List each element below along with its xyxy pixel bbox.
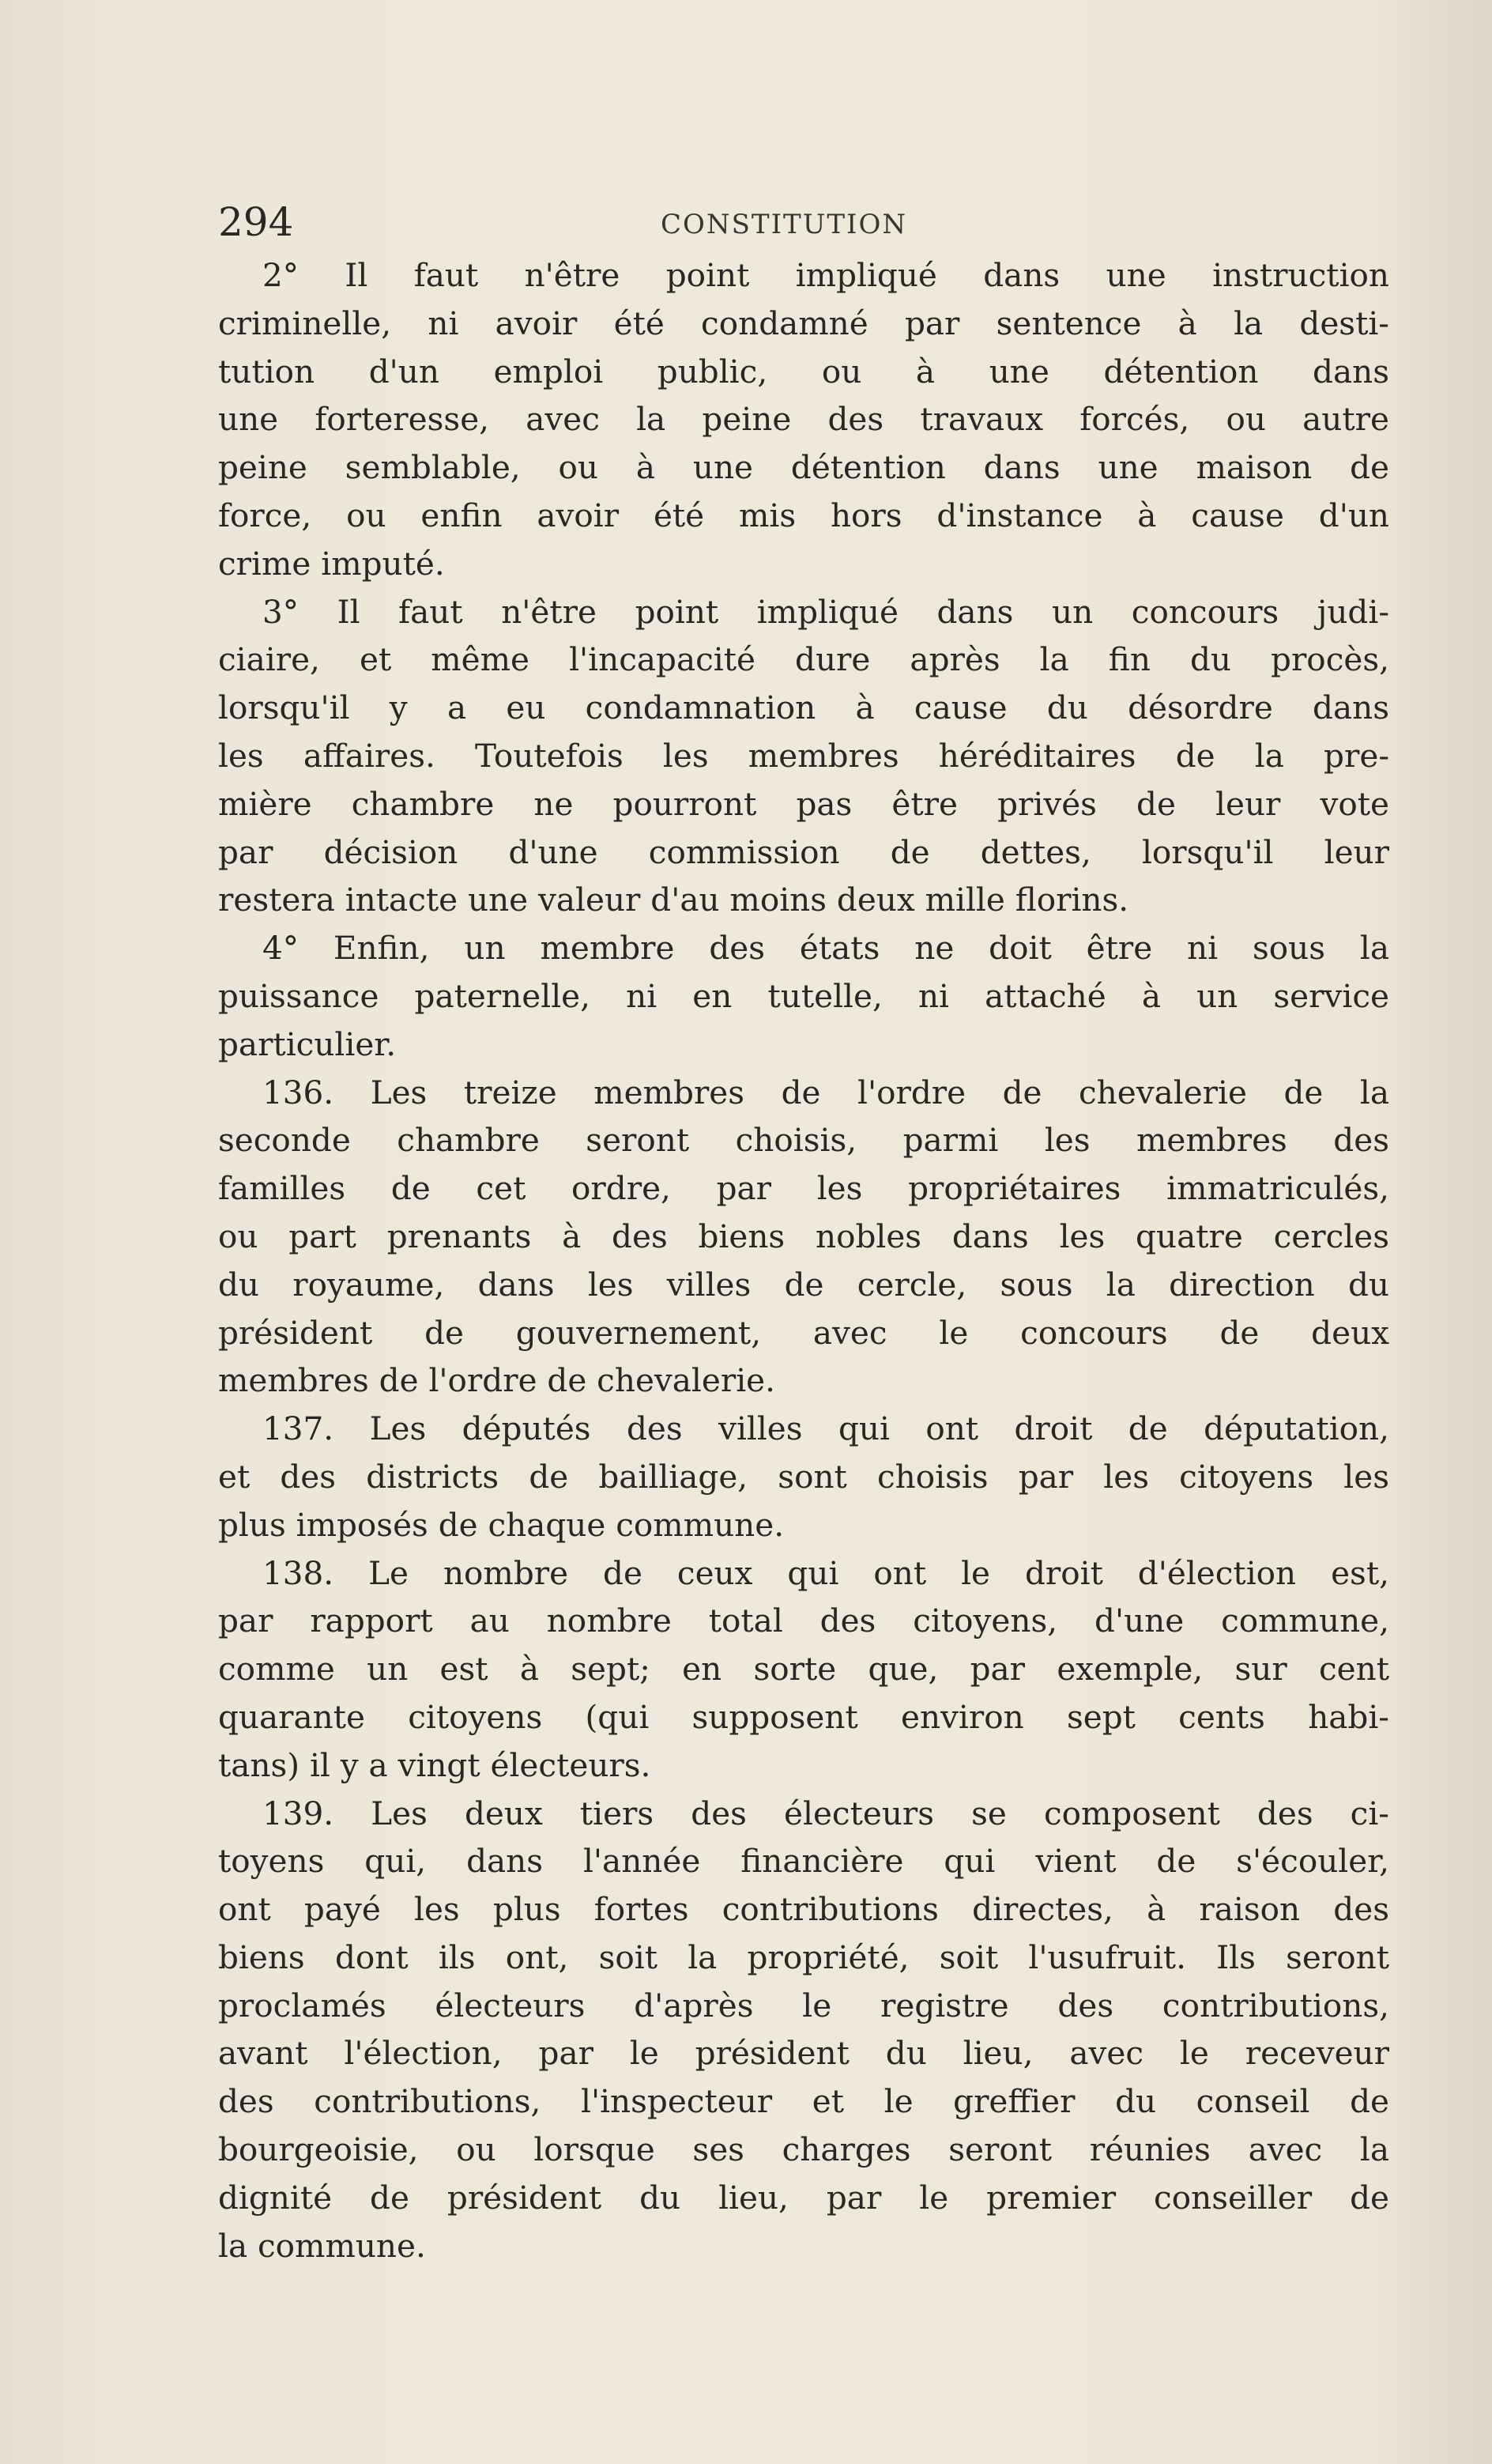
page-header (218, 194, 929, 250)
text-line: et des districts de bailliage, sont choisis par les citoyens les (218, 1457, 1389, 1496)
text-line: du royaume, dans les villes de cercle, sous la direction du (218, 1265, 1389, 1304)
text-line: bourgeoisie, ou lorsque ses charges seront réunies avec la (218, 2130, 1389, 2169)
text-line: 136. Les treize membres de l'ordre de chevalerie de la (262, 1073, 1389, 1111)
text-line: 139. Les deux tiers des électeurs se composent des ci- (262, 1794, 1389, 1832)
text-line: puissance paternelle, ni en tutelle, ni attaché à un service (218, 976, 1389, 1015)
text-line: biens dont ils ont, soit la propriété, soit l'usufruit. Ils seront (218, 1938, 1389, 1976)
text-line: tans) il y a vingt électeurs. (218, 1745, 651, 1784)
text-line: particulier. (218, 1024, 397, 1063)
text-line: 137. Les députés des villes qui ont droit de députation, (262, 1409, 1389, 1448)
text-line: restera intacte une valeur d'au moins deux mille florins. (218, 881, 1129, 919)
text-line: membres de l'ordre de chevalerie. (218, 1361, 776, 1400)
text-line: 2° Il faut n'être point impliqué dans une instruction (262, 256, 1389, 294)
text-line: comme un est à sept; en sorte que, par exemple, sur cent (218, 1650, 1389, 1689)
text-line: président de gouvernement, avec le concours de deux (218, 1313, 1389, 1352)
text-line: proclamés électeurs d'après le registre des contributions, (218, 1986, 1389, 2024)
text-line: ciaire, et même l'incapacité dure après la fin du procès, (218, 640, 1389, 679)
text-line: crime imputé. (218, 544, 445, 583)
text-line: 4° Enfin, un membre des états ne doit être ni sous la (262, 929, 1389, 968)
text-line: quarante citoyens (qui supposent environ sept cents habi- (218, 1697, 1389, 1736)
text-line: les affaires. Toutefois les membres héréditaires de la pre- (218, 736, 1389, 775)
page-number: 294 (218, 199, 294, 245)
paragraph (218, 588, 1389, 925)
paragraph (218, 1790, 1389, 2270)
text-line: la commune. (218, 2226, 426, 2265)
paragraph (218, 1549, 1389, 1790)
paragraph (218, 1405, 1389, 1549)
text-line: 3° Il faut n'être point impliqué dans un concours judi- (262, 592, 1389, 631)
text-line: toyens qui, dans l'année financière qui vient de s'écouler, (218, 1842, 1389, 1881)
text-line: 138. Le nombre de ceux qui ont le droit d'élection est, (262, 1553, 1389, 1592)
text-line: dignité de président du lieu, par le premier conseiller de (218, 2178, 1389, 2217)
body-text (218, 251, 1389, 2270)
text-line: une forteresse, avec la peine des travaux forcés, ou autre (218, 400, 1389, 439)
text-line: par rapport au nombre total des citoyens, d'une commune, (218, 1602, 1389, 1640)
running-title: CONSTITUTION (661, 209, 908, 240)
text-line: criminelle, ni avoir été condamné par sentence à la desti- (218, 304, 1389, 342)
text-line: mière chambre ne pourront pas être privés de leur vote (218, 784, 1389, 823)
text-line: peine semblable, ou à une détention dans une maison de (218, 448, 1389, 487)
text-line: avant l'élection, par le président du lieu, avec le receveur (218, 2034, 1389, 2073)
text-line: par décision d'une commission de dettes, lorsqu'il leur (218, 832, 1389, 871)
paragraph (218, 924, 1389, 1068)
paragraph (218, 251, 1389, 588)
text-line: plus imposés de chaque commune. (218, 1505, 785, 1544)
text-line: familles de cet ordre, par les propriétaires immatriculés, (218, 1169, 1389, 1208)
text-line: tution d'un emploi public, ou à une détention dans (218, 352, 1389, 391)
text-line: force, ou enfin avoir été mis hors d'instance à cause d'un (218, 496, 1389, 534)
paragraph (218, 1069, 1389, 1406)
text-line: lorsqu'il y a eu condamnation à cause du désordre dans (218, 689, 1389, 727)
text-line: ou part prenants à des biens nobles dans les quatre cercles (218, 1217, 1389, 1255)
text-line: seconde chambre seront choisis, parmi les membres des (218, 1121, 1389, 1160)
text-line: ont payé les plus fortes contributions directes, à raison des (218, 1890, 1389, 1929)
text-line: des contributions, l'inspecteur et le greffier du conseil de (218, 2082, 1389, 2121)
